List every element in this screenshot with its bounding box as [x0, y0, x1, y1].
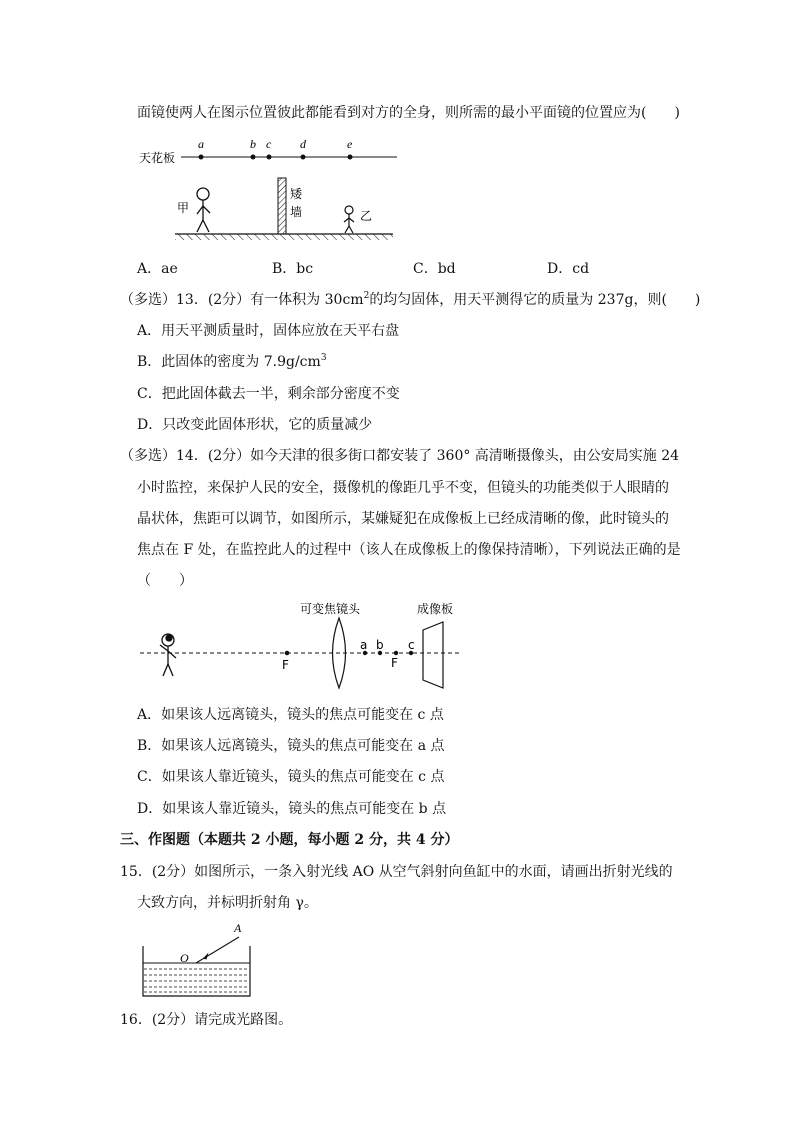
label-b: b — [376, 638, 384, 652]
q13-option-a[interactable]: A．用天平测质量时，固体应放在天平右盘 — [137, 323, 400, 339]
q14-line-3: 晶状体，焦距可以调节，如图所示，某嫌疑犯在成像板上已经成清晰的像，此时镜头的 — [137, 511, 669, 527]
q14-line-1: （多选）14．(2分）如今天津的很多街口都安装了 360° 高清晰摄像头，由公安局实施 24 — [120, 448, 680, 464]
q12-option-a[interactable]: A．ae — [137, 261, 178, 277]
q12-option-b[interactable]: B．bc — [272, 261, 314, 277]
wall-label-2: 墙 — [290, 205, 303, 219]
q14-line-2: 小时监控，来保护人民的安全，摄像机的像距几乎不变，但镜头的功能类似于人眼睛的 — [137, 480, 669, 496]
q13-option-b[interactable] — [137, 353, 327, 371]
point-o-label: O — [180, 951, 189, 965]
water-hatch — [144, 969, 249, 992]
label-a: a — [198, 137, 204, 151]
q12-option-c[interactable]: C．bd — [413, 261, 456, 277]
q13-stem-pre: （多选）13．(2分）有一体积为 30cm — [120, 292, 364, 308]
imaging-board — [423, 622, 443, 688]
point-e — [348, 155, 353, 160]
lens-label: 可变焦镜头 — [300, 602, 361, 616]
point-c — [267, 155, 272, 160]
q12-figure — [135, 132, 400, 242]
q13-option-b-sup: 3 — [320, 353, 327, 363]
focus-left-label: F — [282, 658, 289, 672]
q13-stem-sup: 2 — [363, 291, 370, 301]
q13-option-d[interactable]: D．只改变此固体形状，它的质量减少 — [137, 417, 373, 433]
q14-option-b[interactable]: B．如果该人远离镜头，镜头的焦点可能变在 a 点 — [137, 738, 445, 754]
point-b — [251, 155, 256, 160]
label-c: c — [266, 137, 272, 151]
q12-continuation: 面镜使两人在图示位置彼此都能看到对方的全身，则所需的最小平面镜的位置应为( ) — [137, 105, 680, 121]
label-b: b — [250, 137, 256, 151]
focus-right-label: F — [391, 656, 398, 670]
q15-line-1: 15．(2分）如图所示，一条入射光线 AO 从空气斜射向鱼缸中的水面，请画出折射光线的 — [120, 864, 673, 880]
q13-stem-post: 的均匀固体，用天平测得它的质量为 237g，则( ) — [369, 292, 701, 308]
q14-line-4: 焦点在 F 处，在监控此人的过程中（该人在成像板上的像保持清晰），下列说法正确的是 — [137, 542, 681, 558]
q13-option-b-text: B．此固体的密度为 7.9g/cm — [137, 354, 321, 370]
focus-right-dot — [394, 651, 398, 655]
q14-option-a[interactable]: A．如果该人远离镜头，镜头的焦点可能变在 c 点 — [137, 707, 444, 723]
person-jia-icon — [197, 188, 210, 232]
suspect-icon — [160, 634, 176, 676]
q12-option-d[interactable]: D．cd — [547, 261, 590, 277]
label-a: a — [360, 638, 368, 652]
q15-line-2: 大致方向，并标明折射角 γ。 — [137, 895, 318, 911]
label-c: c — [408, 638, 415, 652]
short-wall — [278, 178, 286, 234]
person-yi-label: 乙 — [360, 209, 373, 223]
q13-stem — [120, 291, 700, 309]
label-e: e — [347, 137, 353, 151]
q15-figure — [140, 920, 255, 1000]
person-jia-label: 甲 — [177, 201, 190, 215]
q14-line-5: （ ） — [137, 573, 193, 589]
q14-option-c[interactable]: C．如果该人靠近镜头，镜头的焦点可能变在 c 点 — [137, 769, 445, 785]
q14-option-d[interactable]: D．如果该人靠近镜头，镜头的焦点可能变在 b 点 — [137, 801, 447, 817]
point-a — [199, 155, 204, 160]
point-d — [301, 155, 306, 160]
ceiling-label: 天花板 — [139, 151, 176, 165]
fish-tank — [143, 946, 250, 996]
q13-option-c[interactable]: C．把此固体截去一半，剩余部分密度不变 — [137, 386, 400, 402]
focus-left-dot — [285, 651, 290, 656]
label-d: d — [300, 137, 306, 151]
section-3-title: 三、作图题（本题共 2 小题，每小题 2 分，共 4 分） — [120, 832, 459, 848]
person-yi-icon — [344, 206, 354, 233]
incident-ray — [196, 937, 239, 963]
wall-label-1: 矮 — [290, 187, 303, 201]
q14-figure — [140, 598, 470, 698]
point-a-label: A — [234, 921, 242, 935]
q16-line-1: 16．(2分）请完成光路图。 — [120, 1012, 293, 1028]
screen-label: 成像板 — [417, 602, 454, 616]
